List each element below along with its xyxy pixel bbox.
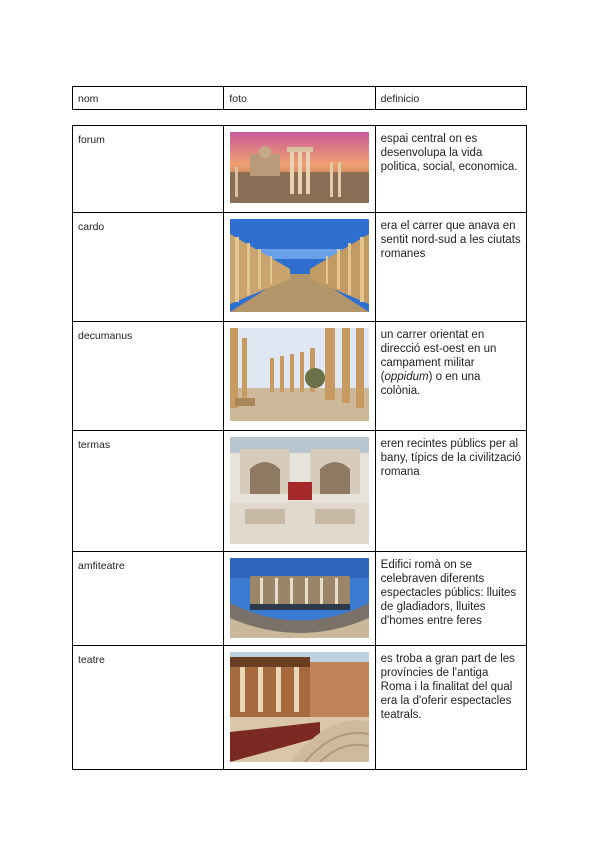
- term-name: cardo: [73, 213, 224, 322]
- photo-cell: [224, 646, 375, 770]
- term-name: forum: [73, 126, 224, 213]
- term-name: termas: [73, 431, 224, 552]
- header-definicio: definicio: [375, 87, 526, 110]
- photo-cell: [224, 213, 375, 322]
- term-definition: es troba a gran part de les províncies de l'antiga Roma i la finalitat del qual era la d'oferir espectacles teatrals.: [375, 646, 526, 770]
- colonnaded-street-photo: [230, 219, 369, 312]
- term-definition: [375, 322, 526, 431]
- roman-baths-photo: [230, 437, 369, 544]
- definition-text: ) o en una colònia.: [380, 371, 481, 397]
- definition-emphasis: oppidum: [384, 371, 429, 383]
- roman-theatre-photo: [230, 652, 369, 762]
- header-nom: nom: [73, 87, 224, 110]
- term-definition: era el carrer que anava en sentit nord-sud a les ciutats romanes: [375, 213, 526, 322]
- table-row: [73, 431, 527, 552]
- term-definition: Edifici romà on se celebraven diferents espectacles públics: lluites de gladiadors, lluites d'homes entre feres: [375, 552, 526, 646]
- term-name: amfiteatre: [73, 552, 224, 646]
- term-name: teatre: [73, 646, 224, 770]
- term-definition: espai central on es desenvolupa la vida politica, social, economica.: [375, 126, 526, 213]
- palmyra-columns-photo: [230, 328, 369, 421]
- roman-forum-photo: [230, 132, 369, 203]
- photo-cell: [224, 126, 375, 213]
- table-row: [73, 126, 527, 213]
- terms-table: [72, 125, 527, 770]
- table-row: [73, 322, 527, 431]
- photo-cell: [224, 322, 375, 431]
- header-foto: foto: [224, 87, 375, 110]
- table-row: [73, 213, 527, 322]
- table-row: [73, 552, 527, 646]
- definition-text: un carrer orientat en direcció est-oest en un campament militar (: [380, 329, 497, 383]
- merida-theatre-photo: [230, 558, 369, 638]
- photo-cell: [224, 552, 375, 646]
- table-row: [73, 646, 527, 770]
- header-table: [72, 86, 527, 110]
- term-name: decumanus: [73, 322, 224, 431]
- photo-cell: [224, 431, 375, 552]
- term-definition: eren recintes públics per al bany, típics de la civilització romana: [375, 431, 526, 552]
